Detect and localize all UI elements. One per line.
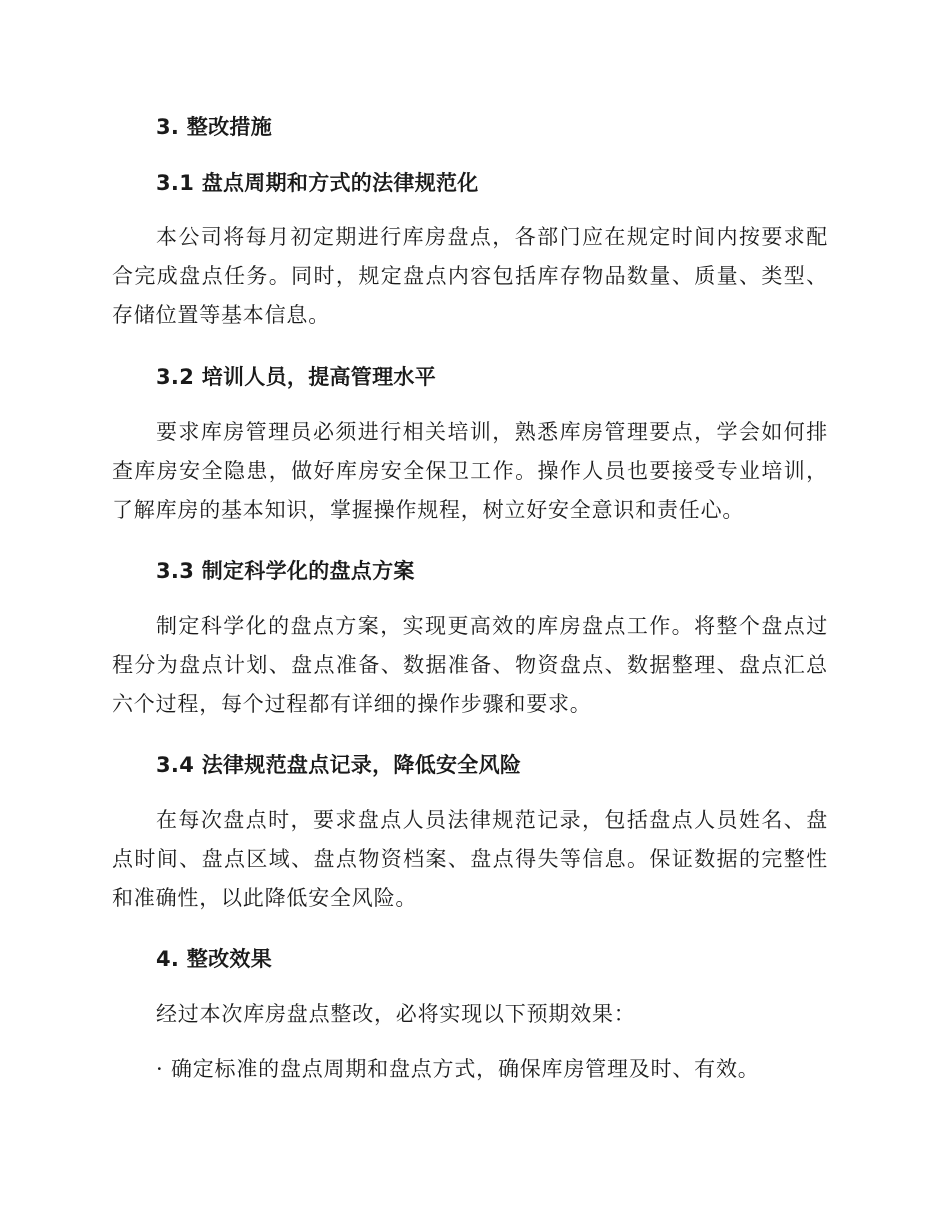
section-3-2-heading: 3.2 培训人员，提高管理水平 [156,365,437,389]
section-3-heading: 3. 整改措施 [156,115,272,139]
section-4-heading: 4. 整改效果 [156,947,272,971]
section-3-1-heading: 3.1 盘点周期和方式的法律规范化 [156,171,479,195]
section-4-intro: 经过本次库房盘点整改，必将实现以下预期效果： [156,1002,636,1026]
section-3-3-paragraph: 制定科学化的盘点方案，实现更高效的库房盘点工作。将整个盘点过程分为盘点计划、盘点准备、数据准备、物资盘点、数据整理、盘点汇总六个过程，每个过程都有详细的操作步骤和要求。 [112,614,828,716]
section-3-4-paragraph: 在每次盘点时，要求盘点人员法律规范记录，包括盘点人员姓名、盘点时间、盘点区域、盘点物资档案、盘点得失等信息。保证数据的完整性和准确性，以此降低安全风险。 [112,808,828,910]
section-3-4-heading: 3.4 法律规范盘点记录，降低安全风险 [156,753,522,777]
section-4-bullet-item: · 确定标准的盘点周期和盘点方式，确保库房管理及时、有效。 [156,1057,760,1081]
section-3-1-paragraph: 本公司将每月初定期进行库房盘点，各部门应在规定时间内按要求配合完成盘点任务。同时，规定盘点内容包括库存物品数量、质量、类型、存储位置等基本信息。 [112,225,828,327]
section-3-2-paragraph: 要求库房管理员必须进行相关培训，熟悉库房管理要点，学会如何排查库房安全隐患，做好库房安全保卫工作。操作人员也要接受专业培训，了解库房的基本知识，掌握操作规程，树立好安全意识和责任心。 [112,420,828,522]
section-3-3-heading: 3.3 制定科学化的盘点方案 [156,559,415,583]
